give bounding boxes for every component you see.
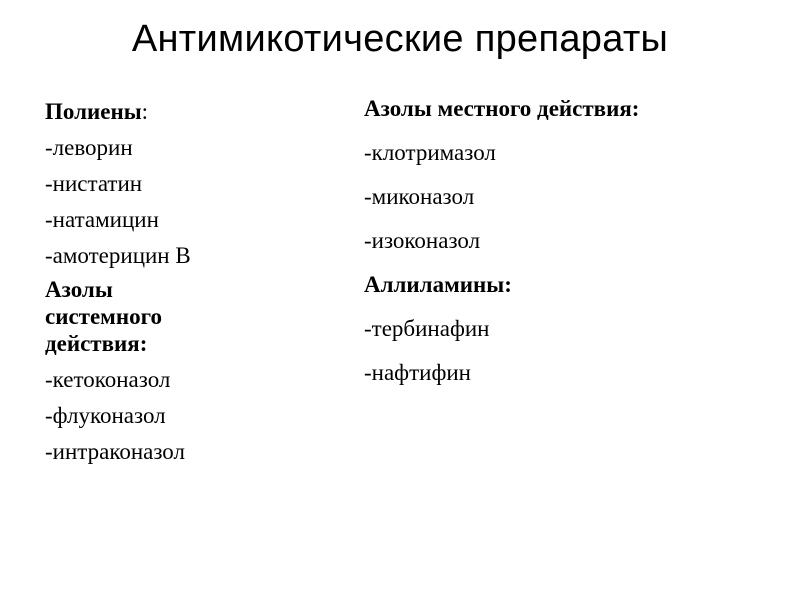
right-column (364, 87, 784, 395)
polyenes-heading-label: Полиены (45, 99, 142, 124)
left-column (45, 94, 345, 470)
list-item: -нафтифин (364, 360, 471, 385)
list-item: -флуконазол (45, 403, 166, 428)
list-item: -изоконазол (364, 228, 481, 253)
local-azoles-heading: Азолы местного действия: (364, 96, 640, 121)
systemic-azoles-heading-line: системного (45, 304, 162, 329)
polyenes-heading (45, 94, 345, 130)
systemic-azoles-heading-line: Азолы (45, 277, 113, 302)
list-item: -кетоконазол (45, 367, 171, 392)
list-item: -леворин (45, 135, 133, 160)
list-item: -нистатин (45, 171, 143, 196)
list-item: -миконазол (364, 184, 475, 209)
polyenes-heading-colon: : (141, 99, 149, 124)
list-item: -амотерицин В (45, 243, 191, 268)
slide-title: Антимикотические препараты (131, 18, 669, 60)
list-item: -клотримазол (364, 140, 496, 165)
allylamines-heading: Аллиламины: (364, 272, 512, 297)
list-item: -тербинафин (364, 316, 490, 341)
systemic-azoles-heading (45, 276, 345, 357)
list-item: -натамицин (45, 207, 159, 232)
systemic-azoles-heading-line: действия: (45, 331, 148, 356)
list-item: -интраконазол (45, 439, 185, 464)
